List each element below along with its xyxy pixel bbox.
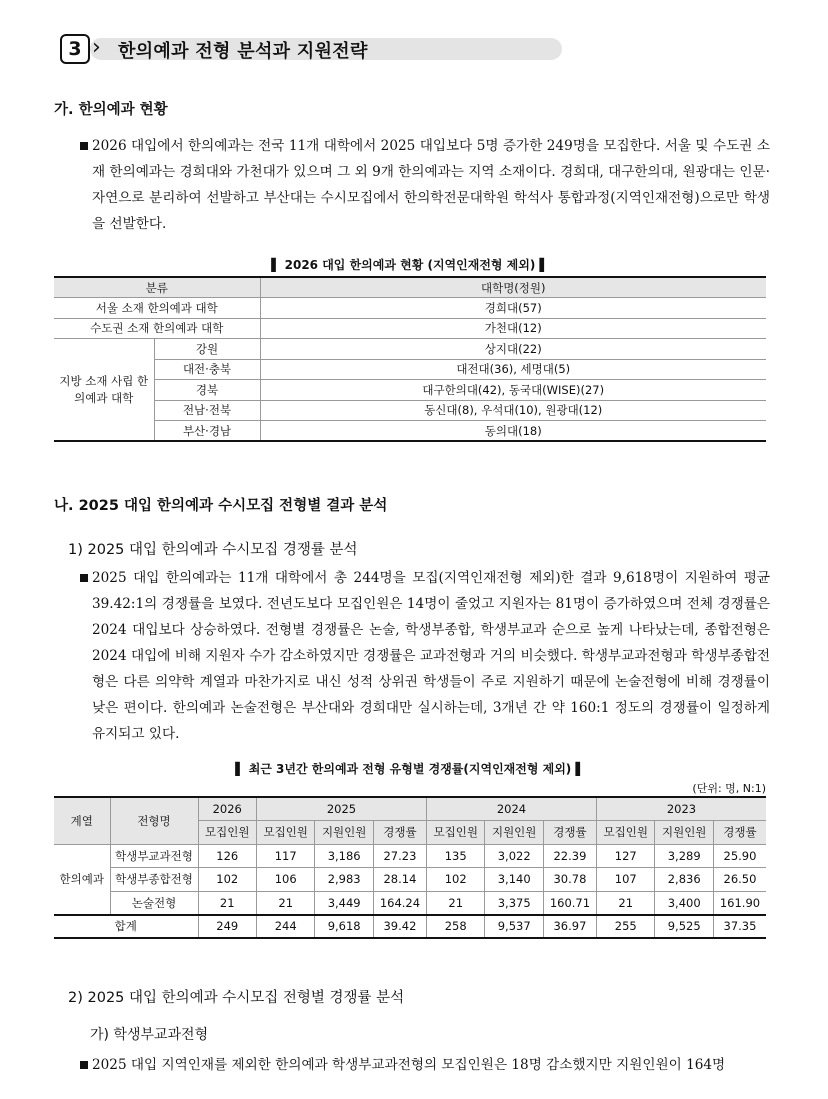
subsection-2-heading: 2) 2025 대입 한의예과 수시모집 전형별 경쟁률 분석 [68, 990, 405, 1006]
col-year: 2026 [198, 797, 256, 821]
cell: 249 [198, 915, 256, 939]
paragraph-text: 2025 대입 한의예과는 11개 대학에서 총 244명을 모집(지역인재전형 제외)한 결과 9,618명이 지원하여 평균 39.42:1의 경쟁률을 보였다. 전년도보다 모집인원은 14명이 줄었고 지원자는 81명이 증가하였으며 전체 경쟁률은 2024 대입보다 상승하였다. 전형별 경쟁률은 논술, 학생부종합, 학생부교과 순으로 높게 나타났는데, 종합전형은 2024 대입에 비해 지원자 수가 감소하였지만 경쟁률은 교과전형과 거의 비슷했다. 학생부교과전형과 학생부종합전형은 다른 의약학 계열과 마찬가지로 내신 성적 상위권 학생들이 주로 지원하기 때문에 논술전형에 비해 경쟁률이 낮은 편이다. 한의예과 논술전형은 부산대와 경희대만 실시하는데, 3개년 간 약 160:1 정도의 경쟁률이 일정하게 유지되고 있다. [92, 570, 770, 742]
cell: 161.90 [713, 891, 766, 915]
region-name: 부산·경남 [154, 421, 260, 442]
chapter-title: 한의예과 전형 분석과 지원전략 [118, 41, 368, 62]
col-category: 분류 [54, 277, 260, 298]
cell: 25.90 [713, 844, 766, 868]
cell: 28.14 [373, 868, 426, 892]
cell: 106 [256, 868, 314, 892]
table-row [54, 844, 766, 868]
region-name: 강원 [154, 339, 260, 360]
cell: 3,186 [315, 844, 373, 868]
subsection-1-heading: 1) 2025 대입 한의예과 수시모집 경쟁률 분석 [68, 542, 358, 558]
cell: 3,375 [485, 891, 543, 915]
col-applicants: 지원인원 [485, 821, 543, 845]
col-rate: 경쟁률 [543, 821, 596, 845]
cell: 160.71 [543, 891, 596, 915]
cell: 126 [198, 844, 256, 868]
section-a-paragraph [80, 133, 770, 237]
cell: 102 [198, 868, 256, 892]
paragraph-text: 2025 대입 지역인재를 제외한 한의예과 학생부교과전형의 모집인원은 18명 감소했지만 지원인원이 164명 [92, 1057, 726, 1073]
cell: 107 [597, 868, 655, 892]
type-name: 논술전형 [110, 891, 198, 915]
cell: 258 [426, 915, 484, 939]
section-b-paragraph [80, 565, 770, 747]
region-value: 대전대(36), 세명대(5) [260, 359, 766, 380]
col-year: 2024 [426, 797, 596, 821]
col-field: 계열 [54, 797, 110, 844]
cell: 3,022 [485, 844, 543, 868]
type-name: 학생부종합전형 [110, 868, 198, 892]
table-row [54, 318, 766, 339]
region-value: 동의대(18) [260, 421, 766, 442]
col-year: 2023 [597, 797, 767, 821]
cell: 39.42 [373, 915, 426, 939]
table1-caption: ▌ 2026 대입 한의예과 현황 (지역인재전형 제외) ▌ [271, 258, 549, 272]
section-b2-paragraph [80, 1052, 770, 1078]
table-header-row [54, 797, 766, 821]
col-rate: 경쟁률 [373, 821, 426, 845]
table-row [54, 400, 766, 421]
col-applicants: 지원인원 [315, 821, 373, 845]
table-row [54, 868, 766, 892]
table2-unit: (단위: 명, N:1) [692, 782, 766, 795]
cell: 3,449 [315, 891, 373, 915]
table-total-row [54, 915, 766, 939]
cell: 127 [597, 844, 655, 868]
section-a-heading: 가. 한의예과 현황 [54, 102, 168, 118]
cell: 3,289 [655, 844, 713, 868]
col-university: 대학명(정원) [260, 277, 766, 298]
table2-caption: ▌ 최근 3년간 한의예과 전형 유형별 경쟁률(지역인재전형 제외) ▌ [235, 762, 585, 776]
cell: 2,836 [655, 868, 713, 892]
cell: 26.50 [713, 868, 766, 892]
cell: 9,618 [315, 915, 373, 939]
cell: 3,400 [655, 891, 713, 915]
col-quota: 모집인원 [597, 821, 655, 845]
col-rate: 경쟁률 [713, 821, 766, 845]
regional-label: 지방 소재 사립 한의예과 대학 [54, 339, 154, 442]
region-name: 전남·전북 [154, 400, 260, 421]
cell: 9,537 [485, 915, 543, 939]
chevron-right-icon: › [92, 35, 101, 60]
table-row [54, 421, 766, 442]
cell: 135 [426, 844, 484, 868]
table-row [54, 339, 766, 360]
region-value: 상지대(22) [260, 339, 766, 360]
cell: 9,525 [655, 915, 713, 939]
row-value: 가천대(12) [260, 318, 766, 339]
table-row [54, 298, 766, 319]
col-type: 전형명 [110, 797, 198, 844]
cell: 21 [256, 891, 314, 915]
type-name: 학생부교과전형 [110, 844, 198, 868]
bullet-icon [80, 574, 88, 582]
subsection-2a-heading: 가) 학생부교과전형 [90, 1027, 209, 1043]
field-name: 한의예과 [54, 844, 110, 915]
cell: 117 [256, 844, 314, 868]
region-value: 동신대(8), 우석대(10), 원광대(12) [260, 400, 766, 421]
table-competition-rates [54, 796, 766, 939]
cell: 36.97 [543, 915, 596, 939]
cell: 37.35 [713, 915, 766, 939]
cell: 21 [198, 891, 256, 915]
cell: 255 [597, 915, 655, 939]
table-row [54, 359, 766, 380]
table-row [54, 891, 766, 915]
cell: 22.39 [543, 844, 596, 868]
cell: 3,140 [485, 868, 543, 892]
row-value: 경희대(57) [260, 298, 766, 319]
chapter-header [52, 34, 562, 64]
section-b-heading: 나. 2025 대입 한의예과 수시모집 전형별 결과 분석 [54, 498, 388, 514]
cell: 164.24 [373, 891, 426, 915]
row-label: 수도권 소재 한의예과 대학 [54, 318, 260, 339]
table-2026-overview [54, 276, 766, 442]
cell: 21 [426, 891, 484, 915]
cell: 102 [426, 868, 484, 892]
cell: 30.78 [543, 868, 596, 892]
table-row [54, 380, 766, 401]
cell: 21 [597, 891, 655, 915]
bullet-icon [80, 1061, 88, 1069]
col-applicants: 지원인원 [655, 821, 713, 845]
col-quota: 모집인원 [426, 821, 484, 845]
row-label: 서울 소재 한의예과 대학 [54, 298, 260, 319]
region-name: 경북 [154, 380, 260, 401]
cell: 27.23 [373, 844, 426, 868]
col-year: 2025 [256, 797, 426, 821]
table-header-row [54, 277, 766, 298]
region-name: 대전·충북 [154, 359, 260, 380]
col-quota: 모집인원 [256, 821, 314, 845]
col-quota: 모집인원 [198, 821, 256, 845]
region-value: 대구한의대(42), 동국대(WISE)(27) [260, 380, 766, 401]
bullet-icon [80, 142, 88, 150]
paragraph-text: 2026 대입에서 한의예과는 전국 11개 대학에서 2025 대입보다 5명 증가한 249명을 모집한다. 서울 및 수도권 소재 한의예과는 경희대와 가천대가 있으며 그 외 9개 한의예과는 지역 소재이다. 경희대, 대구한의대, 원광대는 인문·자연으로 분리하여 선발하고 부산대는 수시모집에서 한의학전문대학원 학석사 통합과정(지역인재전형)으로만 학생을 선발한다. [92, 138, 770, 232]
cell: 244 [256, 915, 314, 939]
cell: 2,983 [315, 868, 373, 892]
total-label: 합계 [54, 915, 198, 939]
chapter-number: 3 [60, 34, 90, 64]
